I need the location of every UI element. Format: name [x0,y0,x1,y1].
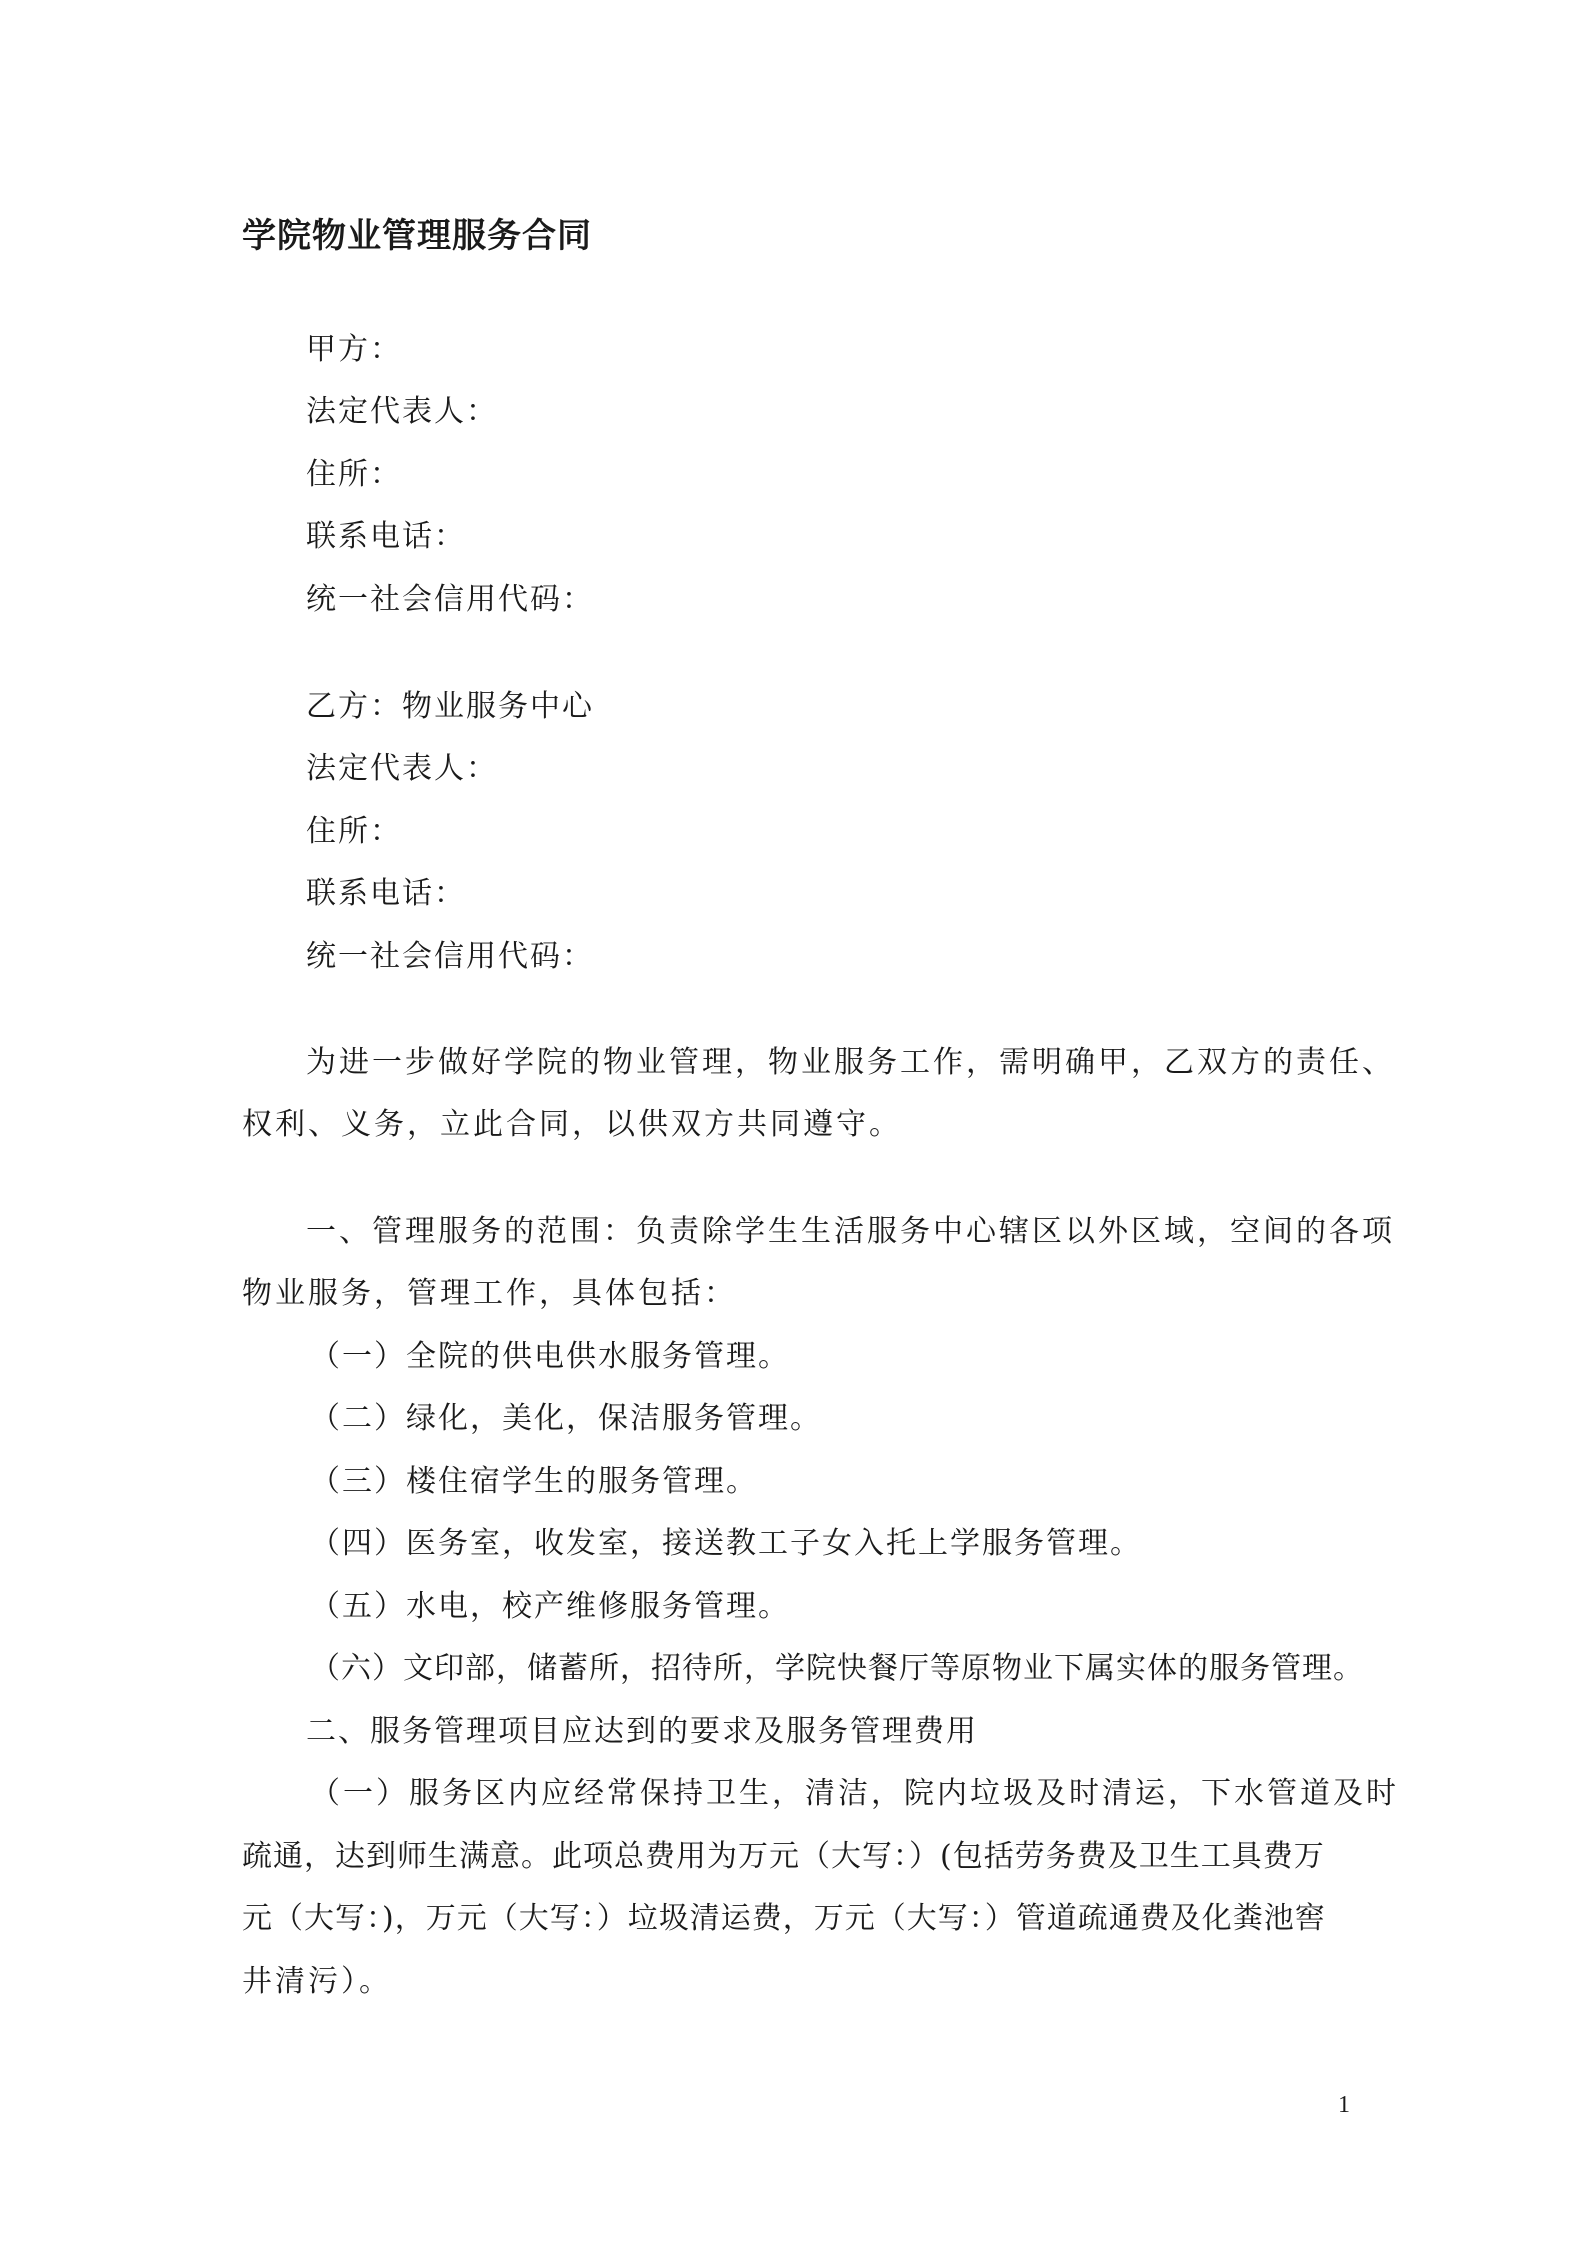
page-number: 1 [1338,2092,1350,2118]
section-2-heading: 二、服务管理项目应达到的要求及服务管理费用 [306,1714,978,1749]
party-a-name: 甲方： [306,332,402,367]
section-1-item-1: （一）全院的供电供水服务管理。 [310,1339,790,1374]
party-a-address: 住所： [306,457,402,492]
section-2-item-1-line-3: 元（大写：)，万元（大写：）垃圾清运费，万元（大写：）管道疏通费及化粪池窖 [242,1901,1326,1936]
preamble-line-2: 权利、义务，立此合同，以供双方共同遵守。 [242,1107,902,1142]
preamble-line-1: 为进一步做好学院的物业管理，物业服务工作，需明确甲，乙双方的责任、 [306,1045,1395,1080]
party-a-phone: 联系电话： [306,519,466,554]
section-1-item-4: （四）医务室，收发室，接送教工子女入托上学服务管理。 [310,1526,1142,1561]
party-a-credit-code: 统一社会信用代码： [306,582,594,617]
section-1-item-6: （六）文印部，储蓄所，招待所，学院快餐厅等原物业下属实体的服务管理。 [310,1651,1364,1686]
document-title: 学院物业管理服务合同 [242,216,592,256]
party-b-credit-code: 统一社会信用代码： [306,939,594,974]
party-b-phone: 联系电话： [306,876,466,911]
party-b-name: 乙方：物业服务中心 [306,689,594,724]
section-1-item-3: （三）楼住宿学生的服务管理。 [310,1464,758,1499]
section-2-item-1-line-4: 井清污）。 [242,1964,392,1999]
party-b-representative: 法定代表人： [306,751,498,786]
section-1-line-1: 一、管理服务的范围：负责除学生生活服务中心辖区以外区域，空间的各项 [306,1214,1395,1249]
section-2-item-1-line-1: （一）服务区内应经常保持卫生，清洁，院内垃圾及时清运，下水管道及时 [310,1776,1399,1811]
section-2-item-1-line-2: 疏通，达到师生满意。此项总费用为万元（大写：）(包括劳务费及卫生工具费万 [242,1839,1325,1874]
section-1-item-5: （五）水电，校产维修服务管理。 [310,1589,790,1624]
party-b-address: 住所： [306,814,402,849]
section-1-item-2: （二）绿化，美化，保洁服务管理。 [310,1401,822,1436]
party-a-representative: 法定代表人： [306,394,498,429]
section-1-line-2: 物业服务，管理工作，具体包括： [242,1276,737,1311]
